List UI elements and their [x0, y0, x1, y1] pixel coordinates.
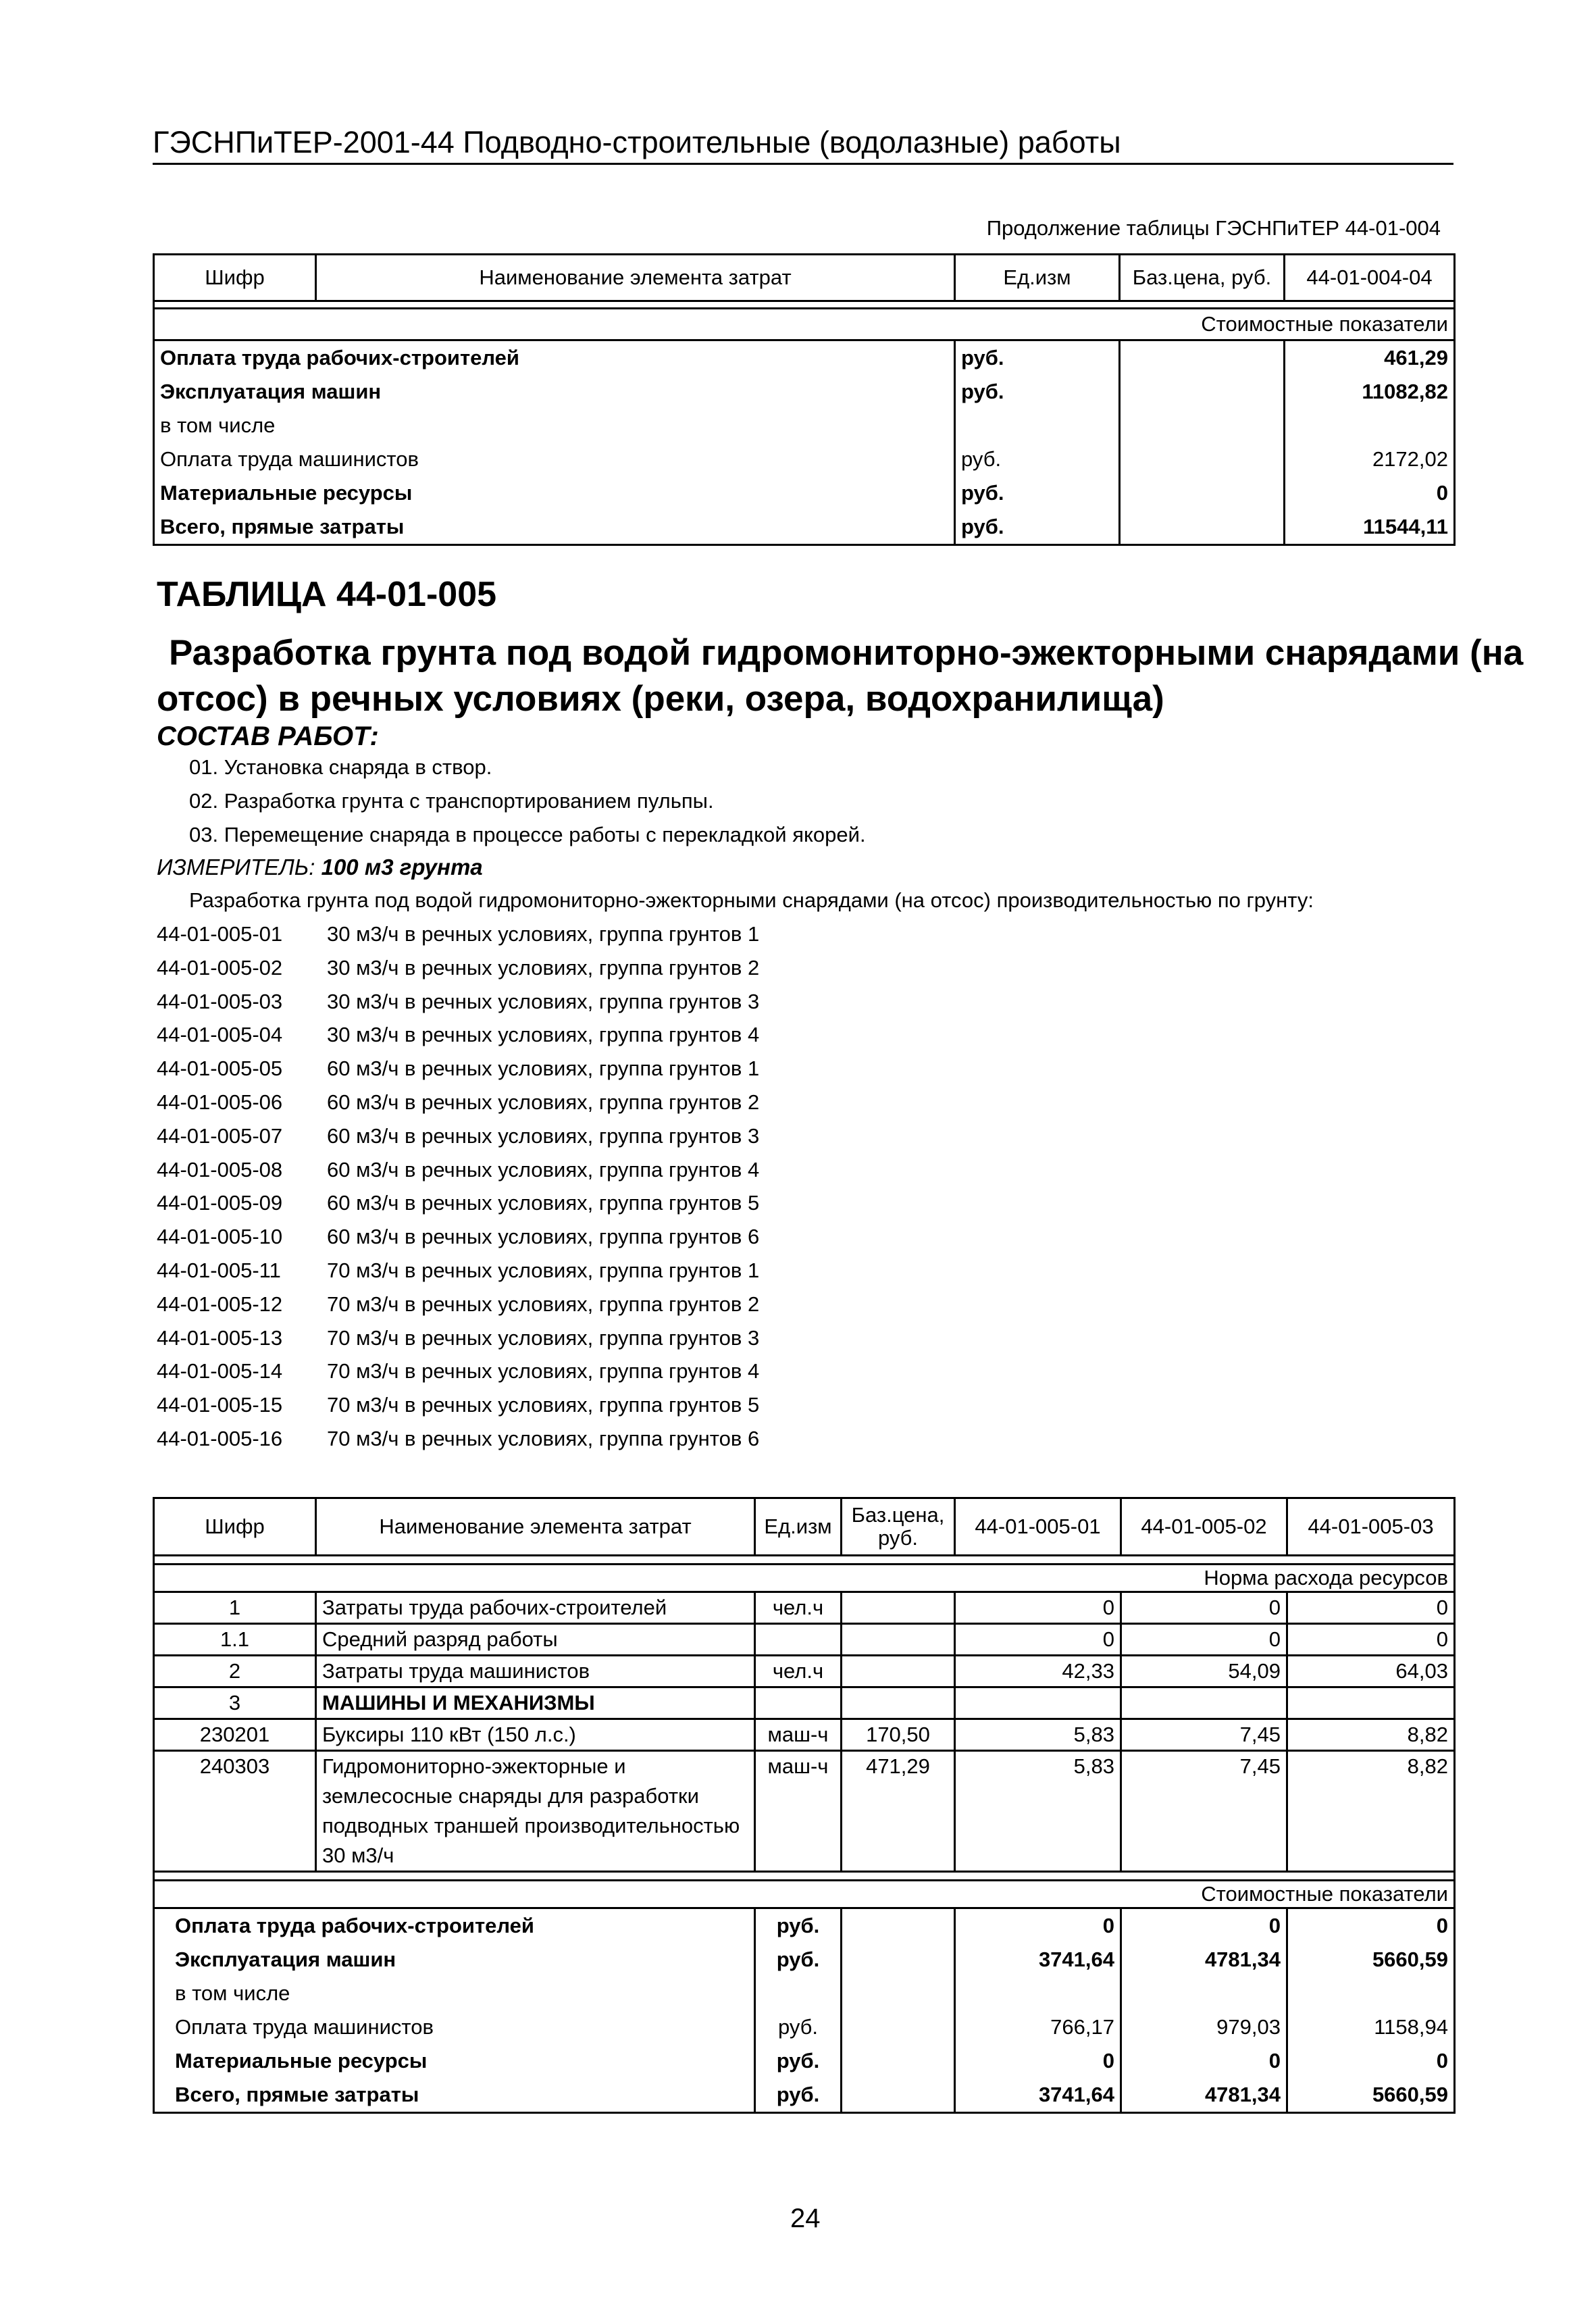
resource-name: Буксиры 110 кВт (150 л.с.)	[316, 1719, 755, 1751]
items-intro: Разработка грунта под водой гидромониторно-эжекторными снарядами (на отсос) производительностью по грунту:	[189, 888, 1314, 912]
cost-value-3: 0	[1287, 2044, 1455, 2078]
cost-price	[842, 2078, 955, 2113]
item-description: 60 м3/ч в речных условиях, группа грунтов 1	[327, 1057, 760, 1081]
cost-value-1: 0	[955, 2044, 1121, 2078]
cost-value-2: 0	[1121, 1908, 1287, 1943]
resource-price	[842, 1687, 955, 1719]
cost-price	[1120, 340, 1285, 376]
table-row	[154, 510, 1455, 545]
resource-value-1	[955, 1687, 1121, 1719]
item-description: 30 м3/ч в речных условиях, группа грунтов 2	[327, 955, 760, 980]
table-row	[154, 2044, 1455, 2078]
table-header-row	[154, 255, 1455, 301]
item-code: 44-01-005-10	[157, 1225, 283, 1249]
resource-price	[842, 1656, 955, 1687]
cost-name: Оплата труда машинистов	[154, 442, 955, 476]
resource-value-2	[1121, 1687, 1287, 1719]
cost-price	[1120, 476, 1285, 510]
resource-name: Затраты труда машинистов	[316, 1656, 755, 1687]
cost-value-1: 0	[955, 1908, 1121, 1943]
item-description: 30 м3/ч в речных условиях, группа грунтов 4	[327, 1023, 760, 1047]
cost-name: Эксплуатация машин	[154, 375, 955, 409]
cost-unit: руб.	[955, 340, 1120, 376]
header-name: Наименование элемента затрат	[316, 1498, 755, 1556]
table-row	[154, 1719, 1455, 1751]
item-description: 60 м3/ч в речных условиях, группа грунтов 6	[327, 1225, 760, 1249]
resource-value-1: 0	[955, 1592, 1121, 1624]
table-row	[154, 1624, 1455, 1656]
resource-value-3: 8,82	[1287, 1751, 1455, 1872]
cost-price	[842, 2010, 955, 2044]
cost-price	[1120, 409, 1285, 442]
cost-price	[1120, 375, 1285, 409]
item-description: 70 м3/ч в речных условиях, группа грунтов 2	[327, 1292, 760, 1316]
resource-code: 3	[154, 1687, 316, 1719]
table-row	[154, 375, 1455, 409]
resource-unit: чел.ч	[755, 1592, 842, 1624]
resource-rows	[154, 1592, 1455, 1872]
item-code: 44-01-005-09	[157, 1191, 283, 1215]
cost-price	[842, 2044, 955, 2078]
item-description: 70 м3/ч в речных условиях, группа грунтов 3	[327, 1325, 760, 1350]
cost-unit	[755, 1977, 842, 2010]
table-row	[154, 340, 1455, 376]
cost-price	[842, 1943, 955, 1977]
measure-unit	[157, 855, 483, 880]
table-spacer	[154, 1556, 1455, 1565]
measure-label: ИЗМЕРИТЕЛЬ:	[157, 855, 315, 880]
table-title: ТАБЛИЦА 44-01-005	[157, 575, 497, 614]
table-row	[154, 1908, 1455, 1943]
resource-price: 170,50	[842, 1719, 955, 1751]
resource-code: 1.1	[154, 1624, 316, 1656]
resource-code: 2	[154, 1656, 316, 1687]
resource-value-2: 7,45	[1121, 1751, 1287, 1872]
resource-value-3	[1287, 1687, 1455, 1719]
cost-value-3: 5660,59	[1287, 2078, 1455, 2113]
resource-unit	[755, 1687, 842, 1719]
item-description: 70 м3/ч в речных условиях, группа грунтов 1	[327, 1259, 760, 1282]
item-code: 44-01-005-15	[157, 1393, 283, 1417]
table-44-01-004-continuation	[153, 253, 1456, 546]
cost-value-1	[955, 1977, 1121, 2010]
header-column-3: 44-01-005-03	[1287, 1498, 1455, 1556]
resource-name: Затраты труда рабочих-строителей	[316, 1592, 755, 1624]
work-composition-label: СОСТАВ РАБОТ:	[157, 721, 379, 751]
header-price: Баз.цена, руб.	[842, 1498, 955, 1556]
table-row	[154, 1687, 1455, 1719]
cost-value-3: 0	[1287, 1908, 1455, 1943]
table-row	[154, 1592, 1455, 1624]
cost-rows	[154, 1908, 1455, 2113]
operation-item: 01. Установка снаряда в створ.	[189, 755, 492, 779]
cost-value: 0	[1285, 476, 1455, 510]
table-row	[154, 442, 1455, 476]
item-code: 44-01-005-06	[157, 1090, 283, 1114]
cost-unit: руб.	[955, 510, 1120, 545]
header-code: Шифр	[154, 255, 316, 301]
resource-value-3: 0	[1287, 1624, 1455, 1656]
cost-unit: руб.	[755, 2044, 842, 2078]
cost-name: Оплата труда машинистов	[154, 2010, 755, 2044]
table-row	[154, 1977, 1455, 2010]
item-description: 70 м3/ч в речных условиях, группа грунтов 5	[327, 1393, 760, 1417]
resource-value-2: 54,09	[1121, 1656, 1287, 1687]
resource-name: Средний разряд работы	[316, 1624, 755, 1656]
table-spacer	[154, 301, 1455, 309]
cost-unit	[955, 409, 1120, 442]
item-code: 44-01-005-05	[157, 1057, 283, 1081]
resource-value-3: 8,82	[1287, 1719, 1455, 1751]
resource-unit: маш-ч	[755, 1719, 842, 1751]
cost-unit: руб.	[755, 2010, 842, 2044]
resource-price: 471,29	[842, 1751, 955, 1872]
item-description: 70 м3/ч в речных условиях, группа грунтов 4	[327, 1359, 760, 1383]
resource-value-1: 42,33	[955, 1656, 1121, 1687]
resource-value-1: 5,83	[955, 1751, 1121, 1872]
cost-value-1: 3741,64	[955, 2078, 1121, 2113]
cost-name: Всего, прямые затраты	[154, 2078, 755, 2113]
cost-value-1: 3741,64	[955, 1943, 1121, 1977]
table-44-01-005	[153, 1497, 1456, 2114]
header-price: Баз.цена, руб.	[1120, 255, 1285, 301]
page-header: ГЭСНПиТЕР-2001-44 Подводно-строительные (водолазные) работы	[153, 124, 1453, 165]
table-row	[154, 2078, 1455, 2113]
resource-value-2: 7,45	[1121, 1719, 1287, 1751]
table-row	[154, 409, 1455, 442]
cost-unit: руб.	[755, 1943, 842, 1977]
cost-name: Эксплуатация машин	[154, 1943, 755, 1977]
cost-price	[842, 1908, 955, 1943]
header-unit: Ед.изм	[955, 255, 1120, 301]
resource-value-1: 5,83	[955, 1719, 1121, 1751]
cost-name: Всего, прямые затраты	[154, 510, 955, 545]
resource-unit: чел.ч	[755, 1656, 842, 1687]
section-label: Стоимостные показатели	[154, 309, 1455, 340]
resource-value-2: 0	[1121, 1592, 1287, 1624]
cost-value-3: 1158,94	[1287, 2010, 1455, 2044]
cost-value-2: 4781,34	[1121, 2078, 1287, 2113]
item-description: 60 м3/ч в речных условиях, группа грунтов 4	[327, 1157, 760, 1181]
item-description: 30 м3/ч в речных условиях, группа грунтов 3	[327, 989, 760, 1013]
header-column-2: 44-01-005-02	[1121, 1498, 1287, 1556]
header-unit: Ед.изм	[755, 1498, 842, 1556]
item-code: 44-01-005-08	[157, 1157, 283, 1181]
table-spacer	[154, 1872, 1455, 1881]
section-heading-line-2: отсос) в речных условиях (реки, озера, водохранилища)	[157, 679, 1164, 719]
item-description: 30 м3/ч в речных условиях, группа грунтов 1	[327, 922, 760, 946]
cost-unit: руб.	[755, 1908, 842, 1943]
operation-item: 02. Разработка грунта с транспортированием пульпы.	[189, 789, 714, 813]
item-code: 44-01-005-04	[157, 1023, 283, 1047]
resource-price	[842, 1592, 955, 1624]
cost-value-2	[1121, 1977, 1287, 2010]
item-code: 44-01-005-07	[157, 1123, 283, 1148]
cost-name: Материальные ресурсы	[154, 2044, 755, 2078]
resource-value-3: 0	[1287, 1592, 1455, 1624]
table-continuation-note: Продолжение таблицы ГЭСНПиТЕР 44-01-004	[986, 216, 1441, 240]
cost-price	[1120, 510, 1285, 545]
cost-price	[842, 1977, 955, 2010]
cost-value-1: 766,17	[955, 2010, 1121, 2044]
cost-value-2: 979,03	[1121, 2010, 1287, 2044]
cost-unit: руб.	[955, 442, 1120, 476]
table-row	[154, 1656, 1455, 1687]
item-code: 44-01-005-13	[157, 1325, 283, 1350]
cost-value	[1285, 409, 1455, 442]
item-code: 44-01-005-14	[157, 1359, 283, 1383]
resource-code: 1	[154, 1592, 316, 1624]
cost-value-2: 4781,34	[1121, 1943, 1287, 1977]
cost-name: в том числе	[154, 1977, 755, 2010]
resource-unit	[755, 1624, 842, 1656]
table-row	[154, 2010, 1455, 2044]
item-code: 44-01-005-02	[157, 955, 283, 980]
section-label: Норма расхода ресурсов	[154, 1565, 1455, 1592]
section-row	[154, 1565, 1455, 1592]
table-row	[154, 476, 1455, 510]
cost-unit: руб.	[955, 476, 1120, 510]
item-code: 44-01-005-01	[157, 922, 283, 946]
resource-name: МАШИНЫ И МЕХАНИЗМЫ	[316, 1687, 755, 1719]
item-description: 60 м3/ч в речных условиях, группа грунтов 3	[327, 1123, 760, 1148]
resource-code: 230201	[154, 1719, 316, 1751]
resource-unit: маш-ч	[755, 1751, 842, 1872]
item-code: 44-01-005-11	[157, 1259, 281, 1282]
resource-name: Гидромониторно-эжекторные и землесосные снаряды для разработки подводных траншей производительностью 30 м3/ч	[316, 1751, 755, 1872]
resource-price	[842, 1624, 955, 1656]
cost-unit: руб.	[755, 2078, 842, 2113]
cost-value-2: 0	[1121, 2044, 1287, 2078]
item-code: 44-01-005-03	[157, 989, 283, 1013]
resource-value-1: 0	[955, 1624, 1121, 1656]
resource-code: 240303	[154, 1751, 316, 1872]
item-description: 60 м3/ч в речных условиях, группа грунтов 2	[327, 1090, 760, 1114]
cost-rows	[154, 340, 1455, 545]
table-header-row	[154, 1498, 1455, 1556]
header-name: Наименование элемента затрат	[316, 255, 955, 301]
resource-value-2: 0	[1121, 1624, 1287, 1656]
header-column: 44-01-004-04	[1285, 255, 1455, 301]
cost-name: Оплата труда рабочих-строителей	[154, 1908, 755, 1943]
table-row	[154, 1751, 1455, 1872]
section-heading-line-1: Разработка грунта под водой гидромониторно-эжекторными снарядами (на	[169, 633, 1524, 673]
cost-name: Материальные ресурсы	[154, 476, 955, 510]
cost-price	[1120, 442, 1285, 476]
section-row	[154, 1881, 1455, 1908]
cost-value: 11544,11	[1285, 510, 1455, 545]
cost-value: 11082,82	[1285, 375, 1455, 409]
header-column-1: 44-01-005-01	[955, 1498, 1121, 1556]
cost-value: 461,29	[1285, 340, 1455, 376]
cost-name: Оплата труда рабочих-строителей	[154, 340, 955, 376]
item-description: 60 м3/ч в речных условиях, группа грунтов 5	[327, 1191, 760, 1215]
section-label: Стоимостные показатели	[154, 1881, 1455, 1908]
header-code: Шифр	[154, 1498, 316, 1556]
item-description: 70 м3/ч в речных условиях, группа грунтов 6	[327, 1427, 760, 1450]
table-row	[154, 1943, 1455, 1977]
cost-name: в том числе	[154, 409, 955, 442]
cost-value: 2172,02	[1285, 442, 1455, 476]
cost-unit: руб.	[955, 375, 1120, 409]
item-code: 44-01-005-12	[157, 1292, 283, 1316]
item-code: 44-01-005-16	[157, 1427, 283, 1450]
resource-value-3: 64,03	[1287, 1656, 1455, 1687]
operation-item: 03. Перемещение снаряда в процессе работы с перекладкой якорей.	[189, 823, 866, 846]
cost-value-3: 5660,59	[1287, 1943, 1455, 1977]
section-row	[154, 309, 1455, 340]
cost-value-3	[1287, 1977, 1455, 2010]
measure-value: 100 м3 грунта	[321, 855, 483, 880]
page-number: 24	[790, 2204, 821, 2233]
